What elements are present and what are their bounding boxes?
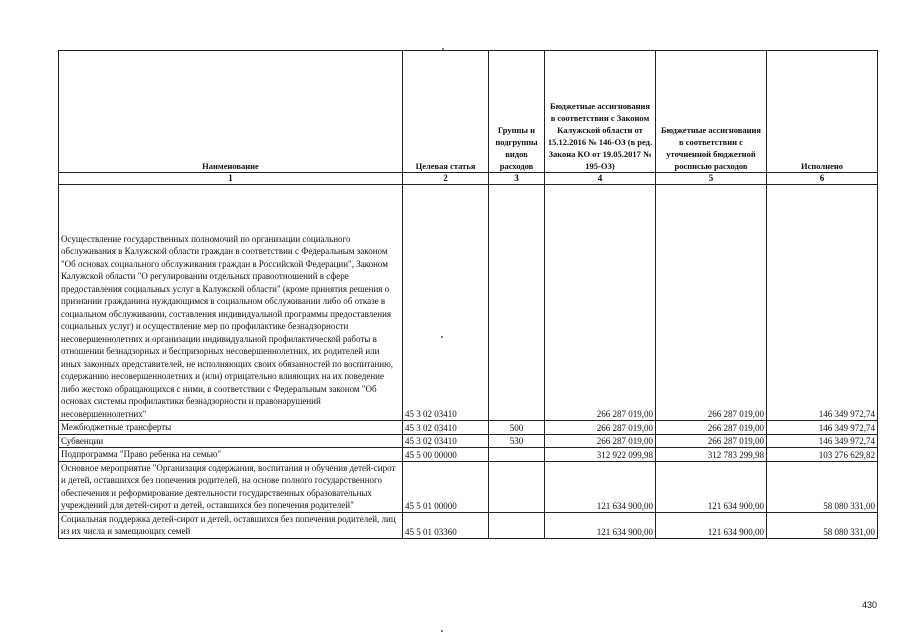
table-row [59, 512, 878, 538]
row-planned-amount: 266 287 019,00 [545, 421, 656, 435]
row-group: 530 [489, 434, 545, 448]
row-refined-amount: 312 783 299,98 [656, 448, 767, 462]
row-planned-amount: 266 287 019,00 [545, 185, 656, 421]
row-name: Межбюджетные трансферты [59, 421, 403, 435]
row-planned-amount: 121 634 900,00 [545, 512, 656, 538]
row-name: Подпрограмма "Право ребенка на семью" [59, 448, 403, 462]
row-target-code: 45 5 00 00000 [403, 448, 489, 462]
row-target-code: 45 3 02 03410 [403, 185, 489, 421]
row-refined-amount: 121 634 900,00 [656, 512, 767, 538]
header-executed: Исполнено [767, 51, 878, 173]
column-number: 2 [403, 173, 489, 185]
page-number: 430 [861, 600, 877, 610]
row-group [489, 185, 545, 421]
column-number-row [59, 173, 878, 185]
table-row [59, 421, 878, 435]
column-number: 6 [767, 173, 878, 185]
row-executed-amount: 58 080 331,00 [767, 461, 878, 512]
row-executed-amount: 146 349 972,74 [767, 185, 878, 421]
row-name: Субвенции [59, 434, 403, 448]
budget-execution-table [58, 50, 878, 539]
header-name: Наименование [59, 51, 403, 173]
row-executed-amount: 58 080 331,00 [767, 512, 878, 538]
row-planned-amount: 312 922 099,98 [545, 448, 656, 462]
row-refined-amount: 121 634 900,00 [656, 461, 767, 512]
row-executed-amount: 103 276 629,82 [767, 448, 878, 462]
column-number: 3 [489, 173, 545, 185]
row-executed-amount: 146 349 972,74 [767, 434, 878, 448]
row-group: 500 [489, 421, 545, 435]
header-law-allocations: Бюджетные ассигнования в соответствии с Законом Калужской области от 15.12.2016 № 146-ОЗ (в ред. Закона КО от 19.05.2017 № 195-ОЗ) [545, 51, 656, 173]
column-number: 5 [656, 173, 767, 185]
row-executed-amount: 146 349 972,74 [767, 421, 878, 435]
row-group [489, 512, 545, 538]
row-target-code: 45 5 01 03360 [403, 512, 489, 538]
row-refined-amount: 266 287 019,00 [656, 185, 767, 421]
header-target-article: Целевая статья [403, 51, 489, 173]
table-row [59, 185, 878, 421]
row-target-code: 45 5 01 00000 [403, 461, 489, 512]
row-name: Социальная поддержка детей-сирот и детей, оставшихся без попечения родителей, лиц из их числа и замещающих семей [59, 512, 403, 538]
row-planned-amount: 121 634 900,00 [545, 461, 656, 512]
table-row [59, 434, 878, 448]
column-number: 4 [545, 173, 656, 185]
row-group [489, 448, 545, 462]
row-name: Основное мероприятие "Организация содержания, воспитания и обучения детей-сирот и детей, оставшихся без попечения родителей, на основе полного государственного обеспечения и реформирование деятельности государственных образовательных учреждений для детей-сирот и детей, оставшихся без попечения родителей" [59, 461, 403, 512]
scan-speck [441, 630, 443, 632]
table-row [59, 448, 878, 462]
header-row [59, 51, 878, 173]
header-refined-allocations: Бюджетные ассигнования в соответствии с уточненной бюджетной росписью расходов [656, 51, 767, 173]
column-number: 1 [59, 173, 403, 185]
row-target-code: 45 3 02 03410 [403, 434, 489, 448]
row-refined-amount: 266 287 019,00 [656, 421, 767, 435]
header-expense-groups: Группы и подгруппы видов расходов [489, 51, 545, 173]
table-row [59, 461, 878, 512]
row-name: Осуществление государственных полномочий по организации социального обслуживания в Калужской области граждан в соответствии с Федеральным законом "Об основах социального обслуживания граждан в Российской Федерации", Законом Калужской области "О регулировании отдельных правоотношений в сфере предоставления социальных услуг в Калужской области" (кроме принятия решения о признании гражданина нуждающимся в социальном обслуживании либо об отказе в социальном обслуживании, составления индивидуальной программы предоставления социальных услуг) и осуществление мер по профилактике безнадзорности несовершеннолетних и организации индивидуальной профилактической работы в отношении безнадзорных и беспризорных несовершеннолетних, их родителей или иных законных представителей, не исполняющих своих обязанностей по воспитанию, содержанию несовершеннолетних и (или) отрицательно влияющих на их поведение либо жестоко обращающихся с ними, в соответствии с Федеральным законом "Об основах системы профилактики безнадзорности и правонарушений несовершеннолетних" [59, 185, 403, 421]
row-planned-amount: 266 287 019,00 [545, 434, 656, 448]
row-target-code: 45 3 02 03410 [403, 421, 489, 435]
row-refined-amount: 266 287 019,00 [656, 434, 767, 448]
row-group [489, 461, 545, 512]
